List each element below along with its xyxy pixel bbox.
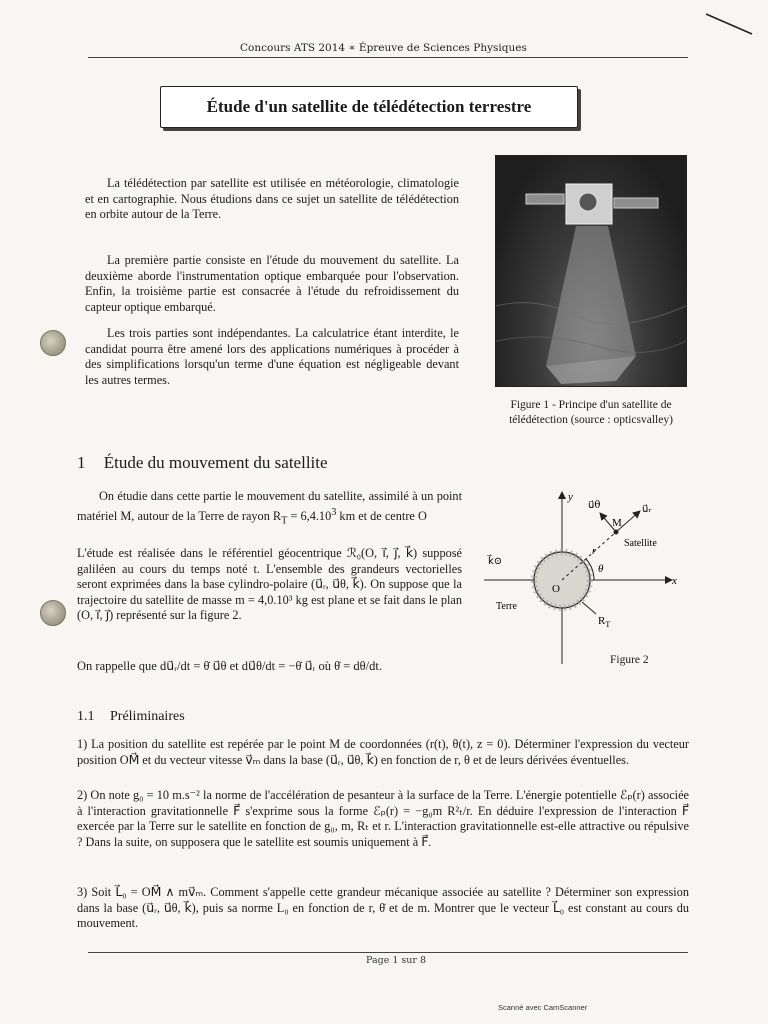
figure-2-caption: Figure 2 [610, 654, 649, 666]
x-label: x [672, 575, 677, 587]
satellite-illustration [496, 156, 686, 386]
section-1-paragraph-1-text: On étudie dans cette partie le mouvement du satellite, assimilé à un point matériel M, autour de la Terre de rayon R [77, 489, 462, 523]
terre-label: Terre [496, 601, 517, 612]
subsection-1-1-number: 1.1 [77, 709, 95, 724]
corner-pen-mark [700, 8, 760, 38]
satellite-photo [495, 155, 687, 387]
satellite-label: Satellite [624, 538, 657, 549]
figure-1-caption-line-1: Figure 1 - Principe d'un satellite de [510, 399, 672, 411]
r-label: r [592, 546, 596, 557]
figure-1-caption [470, 398, 712, 428]
rt-label-sub: T [605, 620, 611, 629]
section-1-paragraph-1-exp: 3 [331, 506, 337, 518]
section-1-title: Étude du mouvement du satellite [103, 453, 328, 472]
section-1-paragraph-1-sub: T [281, 515, 288, 527]
question-2: 2) On note g₀ = 10 m.s⁻² la norme de l'accélération de pesanteur à la surface de la Terre. L'énergie potentielle ℰₚ(r) associée à l'interaction gravitationnelle F⃗ s'exprime sous la forme ℰₚ(r) = −g₀m R²ₜ/r. En déduire l'expression de l'interaction F⃗ exercée par la Terre sur le satellite en fonction de g₀, m, Rₜ et r. L'interaction gravitationnelle est-elle attractive ou répulsive ? Dans la suite, on supposera que le satellite est soumis uniquement à F⃗. [77, 788, 689, 849]
rt-label [598, 615, 610, 629]
rt-pointer [582, 602, 596, 614]
m-label: M [612, 517, 622, 529]
y-label: y [568, 491, 573, 503]
section-1-paragraph-1 [77, 489, 462, 529]
document-title-text: Étude d'un satellite de télédétection terrestre [206, 97, 532, 116]
question-3: 3) Soit L⃗₀ = OM⃗ ∧ mv⃗ₘ. Comment s'appelle cette grandeur mécanique associée au satellite ? Déterminer son expression dans la base (u⃗ᵣ, u⃗θ, k⃗), puis sa norme L₀ en fonction de r, θ̇ et de m. Montrer que le vecteur L⃗₀ est constant au cours du mouvement. [77, 885, 689, 931]
theta-label: θ [598, 563, 604, 575]
intro-paragraph-3: Les trois parties sont indépendantes. La calculatrice étant interdite, le candidat pourra être amené lors des applications numériques à procéder à des simplifications lorsqu'un terme d'une équation est négligeable devant les autres termes. [85, 326, 459, 387]
section-1-paragraph-1-tail: = 6,4.10 [287, 508, 332, 523]
section-1-paragraph-1-end: km et de centre O [336, 508, 427, 523]
subsection-1-1-heading [77, 709, 185, 725]
section-1-number: 1 [77, 453, 86, 472]
k-label: k⃗⊙ [488, 556, 503, 567]
question-1: 1) La position du satellite est repérée par le point M de coordonnées (r(t), θ(t), z = 0). Déterminer l'expression du vecteur position OM⃗ et du vecteur vitesse v⃗ₘ dans la base (u⃗ᵣ, u⃗θ, k⃗) en fonction de r, θ et de leurs dérivées éventuelles. [77, 737, 689, 767]
subsection-1-1-title: Préliminaires [110, 709, 185, 724]
recall-formula: On rappelle que du⃗ᵣ/dt = θ̇ u⃗θ et du⃗θ/dt = −θ̇ u⃗ᵣ où θ̇ = dθ/dt. [77, 659, 382, 673]
intro-paragraph-2: La première partie consiste en l'étude du mouvement du satellite. La deuxième aborde l'instrumentation optique embarquée pour l'observation. Enfin, la troisième partie est consacrée à l'étude du refroidissement du capteur optique embarqué. [85, 253, 459, 314]
document-title [160, 86, 578, 128]
origin-label: O [552, 583, 560, 595]
punch-hole-1 [40, 330, 66, 356]
page-number: Page 1 sur 8 [366, 955, 427, 966]
section-1-paragraph-2: L'étude est réalisée dans le référentiel géocentrique ℛ₀(O, i⃗, j⃗, k⃗) supposé galiléen au cours du temps noté t. L'ensemble des grandeurs vectorielles seront exprimées dans la base cylindro-polaire (u⃗ᵣ, u⃗θ, k⃗). On suppose que la trajectoire du satellite de masse m = 4,0.10³ kg est plane et se fait dans le plan (O, i⃗, j⃗) représenté sur la figure 2. [77, 546, 462, 623]
rt-label-main: R [598, 615, 606, 627]
intro-paragraph-1: La télédétection par satellite est utilisée en météorologie, climatologie et en cartographie. Nous étudions dans ce sujet un satellite de télédétection en orbite autour de la Terre. [85, 176, 459, 222]
punch-hole-2 [40, 600, 66, 626]
header-rule [88, 57, 688, 58]
section-1-heading [77, 453, 328, 473]
scanner-watermark: Scanné avec CamScanner [498, 1003, 588, 1012]
utheta-label: u⃗θ [588, 500, 601, 511]
page-header: Concours ATS 2014 ∗ Épreuve de Sciences Physiques [240, 42, 527, 54]
footer-rule [88, 952, 688, 953]
figure-1-caption-line-2: télédétection (source : opticsvalley) [509, 414, 673, 426]
ur-label: u⃗ᵣ [642, 504, 652, 515]
